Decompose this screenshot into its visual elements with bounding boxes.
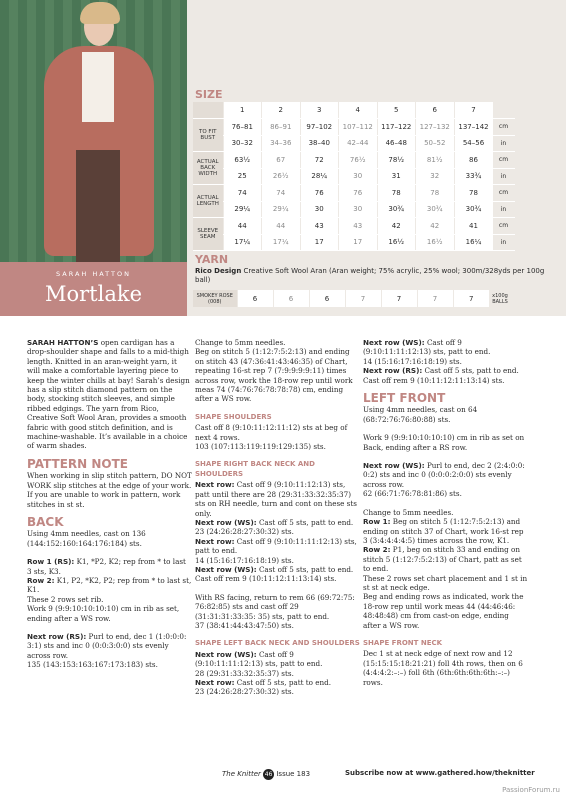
row-text: Beg and ending rows as indicated, work the 18-row rep until work meas 44 (44:46:46: 48:48:48) cm from cast-on edge, ending after a WS row. [363,592,524,630]
paragraph: Dec 1 st at neck edge of next row and 12 (15:15:15:18:21:21) foll 4th rows, then on 6 (4:4:4:2:–:–) foll 6th (6th:6th:6th:6th:–:–) rows. [363,649,523,687]
cell: 63½ [223,152,262,169]
cell: 43 [339,218,378,235]
size-table [193,102,515,251]
row-label: ACTUAL LENGTH [193,185,223,218]
row-label: Next row: [195,678,235,687]
row-label: TO FIT BUST [193,119,223,152]
cell: 137–142 [454,119,493,136]
cell: 6 [237,290,273,307]
size-col: 2 [262,102,301,119]
section-heading: LEFT FRONT [363,391,446,406]
unit: in [493,201,515,218]
row-text: Purl to end, dec 1 (1:0:0:0: 3:1) sts and inc 0 (0:0:3:0:0) sts evenly across row. [27,631,187,660]
paragraph: When working in slip stitch pattern, DO NOT WORK slip stitches at the edge of your work. If you are unable to work in pattern, work stitches in st st. [27,471,192,509]
row-label: Row 2: [27,575,55,585]
size-col: 1 [223,102,262,119]
subsection-heading: SHAPE RIGHT BACK NECK AND SHOULDERS [195,460,315,478]
size-col: 5 [377,102,416,119]
row-text: Cast off rem 9 (10:11:12:11:13:14) sts. [363,375,505,385]
paragraph [195,480,360,583]
table-row [193,119,515,136]
cell: 74 [262,185,301,202]
row-label: Next row (RS): [27,631,87,641]
paragraph [195,650,360,697]
cell: 117–122 [377,119,416,136]
row-text: Cast off 5 sts, patt to end. [258,564,354,574]
paragraph [195,593,360,631]
unit: in [493,234,515,251]
row-label: Next row (WS): [195,517,257,527]
row-label: Next row (WS): [363,461,425,471]
cell: 7 [417,290,453,307]
row-label: Row 1 (RS): [27,557,75,567]
row-text: Beg on stitch 5 (1:12:7:5:2:13) and ending on stitch 43 (47:36:41:43:46:35) of Chart, repeating 16-st rep 7 (7:9:9:9:9:11) times across row, work the 18-row rep until work meas 74 (74:76:76:78:78:78) cm, ending after a WS row. [195,347,353,404]
cell: 26½ [262,168,301,185]
cell: 17¼ [223,234,262,251]
cell: 76 [339,185,378,202]
cell: 16½ [416,234,455,251]
cell: 30¾ [416,201,455,218]
cell: 17¼ [262,234,301,251]
cell: 43 [300,218,339,235]
cell: 54–56 [454,135,493,152]
row-text: 23 (24:26:28:27:30:32) sts. [195,687,294,697]
row-text: Cast off 5 sts, patt to end. [258,517,354,527]
cell: 34–36 [262,135,301,152]
table-row [193,185,515,202]
table-row [193,234,515,251]
magazine-title: The Knitter [222,770,261,778]
cell: 7 [345,290,381,307]
row-label: Next row (WS): [363,338,425,347]
cell: 28¼ [300,168,339,185]
model-photo [0,0,187,262]
footer-magazine [222,769,310,780]
cell: 78 [454,185,493,202]
row-text: Cast off rem 9 (10:11:12:11:13:14) sts. [195,574,337,584]
cell: 50–52 [416,135,455,152]
unit: in [493,135,515,152]
row-text: Cast off 8 (9:10:11:12:11:12) sts at beg of next 4 rows. [195,423,348,442]
row-label: Row 2: [363,545,391,555]
cell: 30 [339,201,378,218]
row-label: SLEEVE SEAM [193,218,223,251]
title-band [0,262,187,316]
row-text: Work 9 (9:9:10:10:10:10) cm in rib as set, ending after a WS row. [27,604,180,623]
row-text: Change to 5mm needles. [363,507,454,517]
paragraph: Work 9 (9:9:10:10:10:10) cm in rib as set on Back, ending after a RS row. [363,433,525,452]
paragraph [363,338,528,385]
section-heading: PATTERN NOTE [27,456,128,471]
page-number: 46 [264,771,273,778]
footer-subscribe: Subscribe now at www.gathered.how/theknitter [345,769,535,777]
row-text: 14 (15:16:17:16:18:19) sts. [195,555,294,565]
yarn-description [195,267,557,285]
row-text: Cast off 9 (9:10:11:11:12:13) sts, patt to end. [195,536,357,556]
paragraph [27,557,192,623]
issue-number: Issue 183 [276,770,311,778]
cell: 25 [223,168,262,185]
paragraph [27,632,192,670]
cell: 44 [223,218,262,235]
row-label: Next row: [195,480,235,490]
intro-name: SARAH HATTON’S [27,338,99,347]
cell: 17 [339,234,378,251]
cell: 30 [300,201,339,218]
specs-panel [187,0,566,316]
cell: 33¾ [454,168,493,185]
size-number-row [193,102,515,119]
row-text: Cast off 9 (9:10:11:11:12:13) sts, patt to end. [363,338,491,357]
watermark: PassionForum.ru [502,786,560,794]
cell: 7 [453,290,489,307]
cell: 30¾ [454,201,493,218]
column-1 [27,338,192,679]
row-label: ACTUAL BACK WIDTH [193,152,223,185]
cell: 30¾ [377,201,416,218]
column-3 [363,338,528,696]
row-label: Next row (WS): [195,649,257,659]
cell: 16½ [377,234,416,251]
cell: 44 [262,218,301,235]
yarn-details: Creative Soft Wool Aran (Aran weight; 75% acrylic, 25% wool; 300m/328yds per 100g ball) [195,267,545,284]
cell: 86–91 [262,119,301,136]
shade-label: SMOKEY ROSE (008) [193,290,237,307]
unit: x100g BALLS [492,292,508,305]
unit: cm [493,218,515,235]
row-text: 23 (24:26:28:27:30:32) sts. [195,527,294,537]
cell: 76½ [339,152,378,169]
cell: 29¼ [262,201,301,218]
row-text: K1, P2, *K2, P2; rep from * to last st, K1. [27,575,192,595]
yarn-heading: YARN [195,253,229,266]
row-text: These 2 rows set rib. [27,594,104,604]
row-text: 62 (66:71:76:78:81:86) sts. [363,489,462,499]
row-text: Cast off 5 sts, patt to end. [424,366,519,376]
cell: 38–40 [300,135,339,152]
subsection-heading: SHAPE LEFT BACK NECK AND SHOULDERS [195,639,360,648]
table-row [193,290,511,307]
unit: cm [493,185,515,202]
column-2 [195,338,360,706]
size-heading: SIZE [195,88,223,101]
intro-text: open cardigan has a drop-shoulder shape and falls to a mid-thigh length. Knitted in an aran-weight yarn, it will make a comfortable layering piece to keep the winter chills at bay! Sarah’s design has a slip stitch diamond pattern on the body, stocking stitch sleeves, and simple ribbed edgings. The yarn from Rico, Creative Soft Wool Aran, provides a smooth fabric with good stitch definition, and is machine-washable. It’s available in a choice of warm shades. [27,338,190,451]
unit: cm [493,119,515,136]
row-text: 135 (143:153:163:167:173:183) sts. [27,660,158,670]
cell: 78 [416,185,455,202]
cell: 30 [339,168,378,185]
row-text: Cast off 9 (9:10:11:11:12:13) sts, patt to end. [195,649,323,669]
cell: 107–112 [339,119,378,136]
table-row [193,168,515,185]
cell: 29¼ [223,201,262,218]
table-row [193,152,515,169]
row-text: 14 (15:16:17:16:18:19) sts. [363,356,462,366]
row-text: P1, beg on stitch 33 and ending on stitch 5 (1:12:7:5:2:13) of Chart, patt as set to end. [363,545,522,574]
cell: 7 [381,290,417,307]
row-text: These 2 rows set chart placement and 1 st in st st at neck edge. [363,573,528,592]
table-row [193,135,515,152]
cell: 78½ [377,152,416,169]
paragraph [363,461,528,499]
cell: 72 [300,152,339,169]
row-text: With RS facing, return to rem 66 (69:72:75: 76:82:85) sts and cast off 29 (31:31:31:33:35: 35) sts, patt to end. [195,592,355,621]
paragraph: Using 4mm needles, cast on 136 (144:152:160:164:176:184) sts. [27,529,146,548]
paragraph [195,338,360,404]
yarn-table [193,290,511,307]
cell: 30–32 [223,135,262,152]
cell: 16¼ [454,234,493,251]
table-row [193,218,515,235]
cell: 6 [273,290,309,307]
model-hair [80,2,120,24]
row-text: 28 (29:31:33:32:35:37) sts. [195,668,294,678]
subsection-heading: SHAPE FRONT NECK [363,638,443,647]
table-row [193,201,515,218]
cell: 42–44 [339,135,378,152]
intro-paragraph [27,338,192,451]
row-text: 103 (107:113:119:119:129:135) sts. [195,442,326,452]
cell: 17 [300,234,339,251]
size-col: 6 [416,102,455,119]
cell: 31 [377,168,416,185]
row-label: Row 1: [363,517,391,527]
row-label: Next row (RS): [363,366,423,376]
cell: 67 [262,152,301,169]
cell: 76 [300,185,339,202]
trousers [76,150,120,262]
cell: 97–102 [300,119,339,136]
cell: 76–81 [223,119,262,136]
section-heading: BACK [27,514,64,529]
white-top [82,52,114,122]
unit: in [493,168,515,185]
row-text: K1, *P2, K2; rep from * to last 3 sts, K3. [27,557,186,576]
cell: 41 [454,218,493,235]
row-text: Purl to end, dec 2 (2:4:0:0: 0:2) sts and inc 0 (0:0:0:2:0:0) sts evenly across row. [363,461,525,489]
cell: 6 [309,290,345,307]
cell: 81½ [416,152,455,169]
paragraph: Using 4mm needles, cast on 64 (68:72:76:76:80:88) sts. [363,405,478,424]
size-col: 3 [300,102,339,119]
unit: cm [493,152,515,169]
row-text: Cast off 9 (9:10:11:12:13) sts, patt until there are 28 (29:31:33:32:35:37) sts on RH needle, turn and cont on these sts only. [195,480,357,518]
pattern-title: Mortlake [44,282,142,306]
yarn-brand: Rico Design [195,267,242,275]
cell: 42 [416,218,455,235]
row-text: Change to 5mm needles. [195,338,286,347]
size-col: 7 [454,102,493,119]
row-label: Next row: [195,536,235,546]
designer-name: SARAH HATTON [56,270,131,278]
row-text: Beg on stitch 5 (1:12:7:5:2:13) and ending on stitch 37 of Chart, work 16-st rep 3 (3:4:4:4:4:5) times across the row, K1. [363,517,524,545]
row-label: Next row (WS): [195,564,257,574]
cell: 127–132 [416,119,455,136]
row-text: 37 (38:41:44:43:47:50) sts. [195,620,294,630]
cell: 86 [454,152,493,169]
cell: 78 [377,185,416,202]
paragraph [363,508,528,630]
cell: 42 [377,218,416,235]
size-col: 4 [339,102,378,119]
subsection-heading: SHAPE SHOULDERS [195,412,272,421]
paragraph [195,423,360,451]
row-text: Cast off 5 sts, patt to end. [236,678,332,687]
cell: 46–48 [377,135,416,152]
cell: 74 [223,185,262,202]
cell: 32 [416,168,455,185]
